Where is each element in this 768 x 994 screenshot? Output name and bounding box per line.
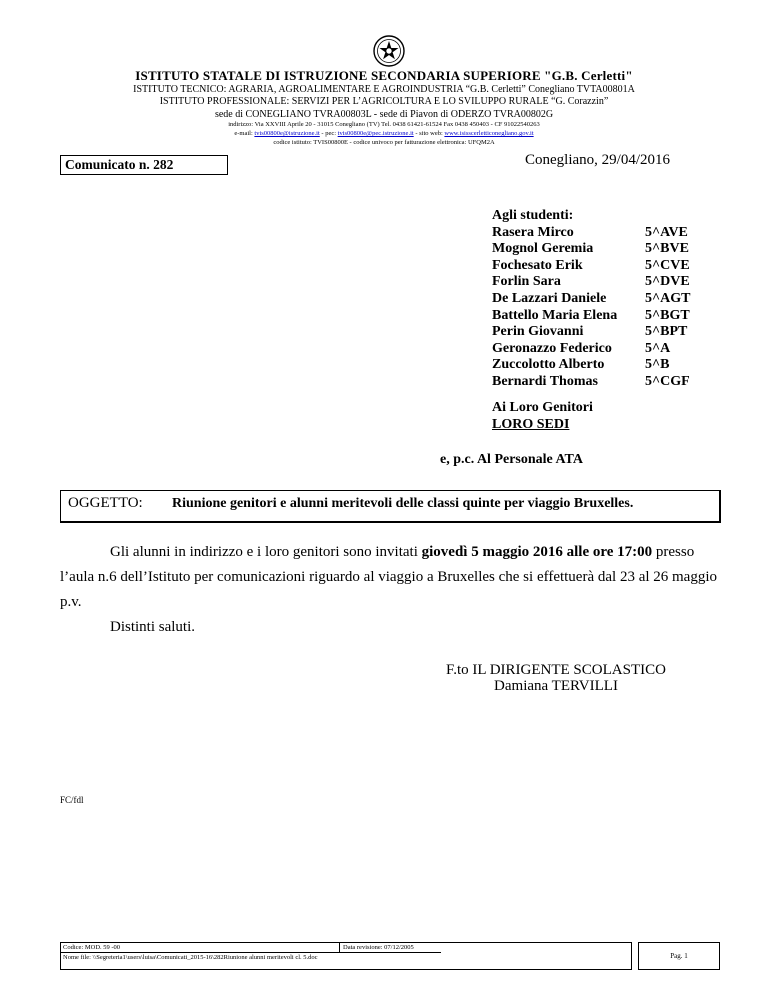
pec-prefix: - pec:: [321, 130, 337, 137]
cc-line: e, p.c. Al Personale ATA: [440, 452, 583, 467]
student-class: 5^BPT: [645, 324, 688, 340]
student-row: [492, 341, 725, 358]
student-name: De Lazzari Daniele: [492, 290, 607, 306]
recipients-block: [492, 208, 725, 391]
meeting-datetime: giovedì 5 maggio 2016 alle ore 17:00: [421, 544, 653, 560]
footer-divider: [339, 943, 340, 952]
footer-code: Codice: MOD. 59 -00: [63, 944, 121, 951]
student-row: [492, 324, 725, 341]
body-paragraph: [60, 540, 720, 615]
student-name: Geronazzo Federico: [492, 340, 612, 356]
student-name: Mognol Geremia: [492, 241, 594, 257]
student-name: Zuccolotto Alberto: [492, 357, 605, 373]
student-class: 5^AVE: [645, 224, 688, 240]
student-row: [492, 225, 725, 242]
institute-professional-line: ISTITUTO PROFESSIONALE: SERVIZI PER L’AGRICOLTURA E LO SVILUPPO RURALE “G. Corazzin”: [159, 96, 609, 107]
student-row: [492, 291, 725, 308]
student-row: [492, 274, 725, 291]
student-class: 5^A: [645, 340, 671, 356]
footer-info-box: [60, 942, 632, 970]
institute-title: ISTITUTO STATALE DI ISTRUZIONE SECONDARIA SUPERIORE "G.B. Cerletti": [135, 68, 633, 83]
student-name: Perin Giovanni: [492, 324, 584, 340]
student-row: [492, 374, 725, 391]
letter-body: [60, 540, 720, 640]
republic-emblem-icon: [372, 34, 406, 68]
student-name: Fochesato Erik: [492, 257, 583, 273]
footer-revision: Data revisione: 07/12/2005: [343, 944, 414, 951]
student-name: Battello Maria Elena: [492, 307, 618, 323]
student-class: 5^BGT: [645, 307, 690, 323]
email-link[interactable]: tvis00800e@istruzione.it: [254, 130, 320, 137]
pec-link[interactable]: tvis00800e@pec.istruzione.it: [337, 130, 414, 137]
student-name: Forlin Sara: [492, 274, 561, 290]
institute-technical-line: ISTITUTO TECNICO: AGRARIA, AGROALIMENTARE E AGROINDUSTRIA “G.B. Cerletti” Conegliano TVTA00801A: [133, 84, 635, 95]
student-row: [492, 357, 725, 374]
student-class: 5^CVE: [645, 257, 690, 273]
signature-role: F.to IL DIRIGENTE SCOLASTICO: [446, 662, 666, 678]
student-class: 5^BVE: [645, 241, 689, 257]
subject-text: Riunione genitori e alunni meritevoli delle classi quinte per viaggio Bruxelles.: [172, 496, 634, 511]
place-date: Conegliano, 29/04/2016: [525, 152, 670, 168]
student-name: Bernardi Thomas: [492, 373, 598, 389]
page-number: Pag. 1: [638, 942, 720, 970]
comunicato-number: Comunicato n. 282: [60, 155, 228, 175]
institute-sedi-line: sede di CONEGLIANO TVRA00803L - sede di Piavon di ODERZO TVRA00802G: [214, 109, 554, 120]
student-class: 5^CGF: [645, 373, 690, 389]
signature-name: Damiana TERVILLI: [494, 678, 618, 694]
body-text-end: presso l’aula n.6 dell’Istituto per comunicazioni riguardo al viaggio a Bruxelles che si effettuerà dal 23 al 26 maggio p.v.: [60, 544, 718, 610]
recipients-heading: Agli studenti:: [492, 208, 574, 223]
institute-contacts: [0, 130, 768, 137]
student-class: 5^B: [645, 357, 670, 373]
author-initials: FC/fdl: [60, 795, 84, 805]
body-text-start: Gli alunni in indirizzo e i loro genitori sono invitati: [110, 544, 422, 560]
web-prefix: - sito web:: [415, 130, 443, 137]
parents-block: [492, 400, 593, 433]
subject-label: OGGETTO:: [68, 495, 143, 511]
signature-block: [376, 662, 736, 694]
student-row: [492, 241, 725, 258]
student-name: Rasera Mirco: [492, 224, 574, 240]
student-class: 5^AGT: [645, 290, 691, 306]
footer-rule: [61, 952, 441, 953]
footer-filename: Nome file: \\Segreteria1\users\luisa\Comunicati_2015-16\282Riunione alunni meritevoli cl. 5.doc: [63, 954, 318, 961]
institute-address: indirizzo: Via XXVIII Aprile 20 - 31015 Conegliano (TV) Tel. 0438 61421-61524 Fax 0438 450403 - CF 91022540263: [228, 121, 540, 128]
student-row: [492, 308, 725, 325]
student-class: 5^DVE: [645, 274, 690, 290]
website-link[interactable]: www.isisscerletticonegliano.gov.it: [444, 130, 534, 137]
parents-label: Ai Loro Genitori: [492, 400, 593, 415]
closing-greeting: Distinti saluti.: [110, 619, 196, 635]
student-row: [492, 258, 725, 275]
email-prefix: e-mail:: [234, 130, 253, 137]
institute-codes: codice istituto: TVIS00800E - codice univoco per fatturazione elettronica: UFQM2A: [273, 139, 495, 146]
parents-location: LORO SEDI: [492, 416, 570, 432]
